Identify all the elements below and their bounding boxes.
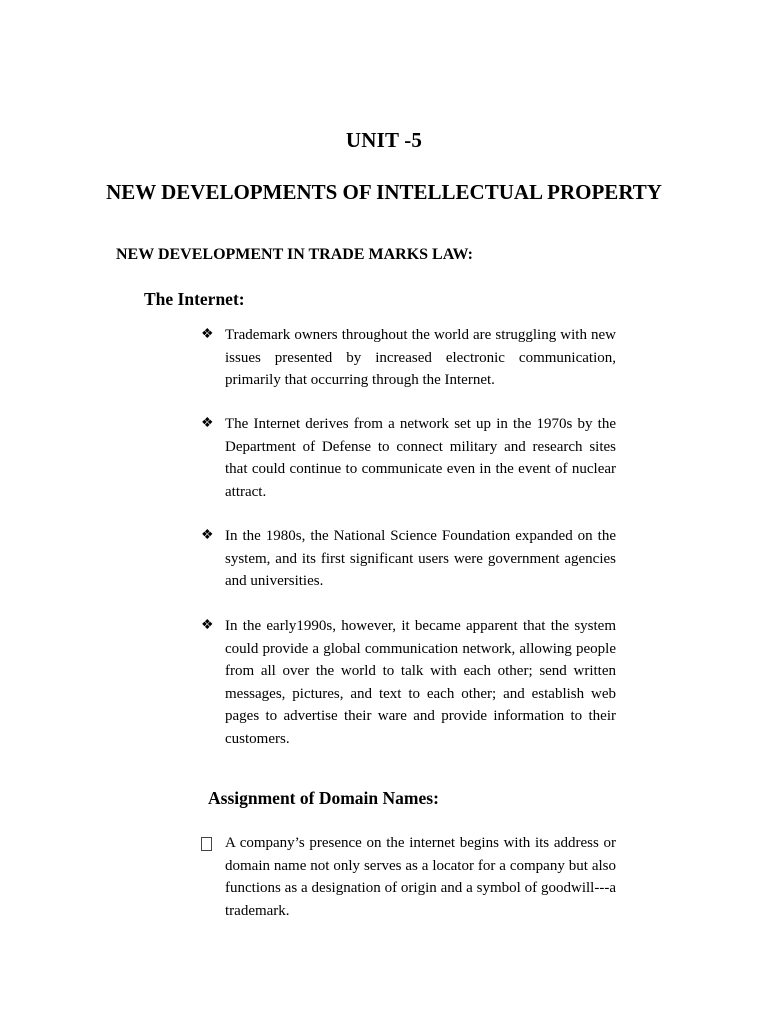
- list-item: [201, 615, 616, 750]
- diamond-bullet-icon: ❖: [201, 618, 214, 633]
- internet-heading: The Internet:: [144, 289, 245, 309]
- list-item: [201, 413, 616, 503]
- list-item-text: The Internet derives from a network set up in the 1970s by the Department of Defense to connect military and research sites that could continue to communicate even in the event of nuclear attract.: [225, 416, 616, 500]
- list-item-text: Trademark owners throughout the world are struggling with new issues presented by increased electronic communication, primarily that occurring through the Internet.: [225, 327, 616, 388]
- box-bullet-icon: [201, 832, 221, 860]
- diamond-bullet-icon: ❖: [201, 528, 214, 543]
- section-heading: NEW DEVELOPMENT IN TRADE MARKS LAW:: [116, 246, 473, 263]
- list-item: [201, 324, 616, 392]
- diamond-bullet-icon: ❖: [201, 416, 214, 431]
- list-item: [201, 525, 616, 593]
- list-item: [201, 832, 616, 922]
- domain-names-heading: Assignment of Domain Names:: [208, 788, 439, 808]
- page-title: NEW DEVELOPMENTS OF INTELLECTUAL PROPERTY: [106, 180, 662, 204]
- list-item-text: In the early1990s, however, it became apparent that the system could provide a global communication network, allowing people from all over the world to talk with each other; send written messages, pictures, and text to each other; and establish web pages to advertise their ware and provide information to their customers.: [225, 618, 616, 747]
- list-item-text: A company’s presence on the internet begins with its address or domain name not only serves as a locator for a company but also functions as a designation of origin and a symbol of goodwill---a trademark.: [225, 835, 616, 919]
- list-item-text: In the 1980s, the National Science Foundation expanded on the system, and its first significant users were government agencies and universities.: [225, 528, 616, 589]
- diamond-bullet-icon: ❖: [201, 327, 214, 342]
- unit-title: UNIT -5: [345, 128, 423, 152]
